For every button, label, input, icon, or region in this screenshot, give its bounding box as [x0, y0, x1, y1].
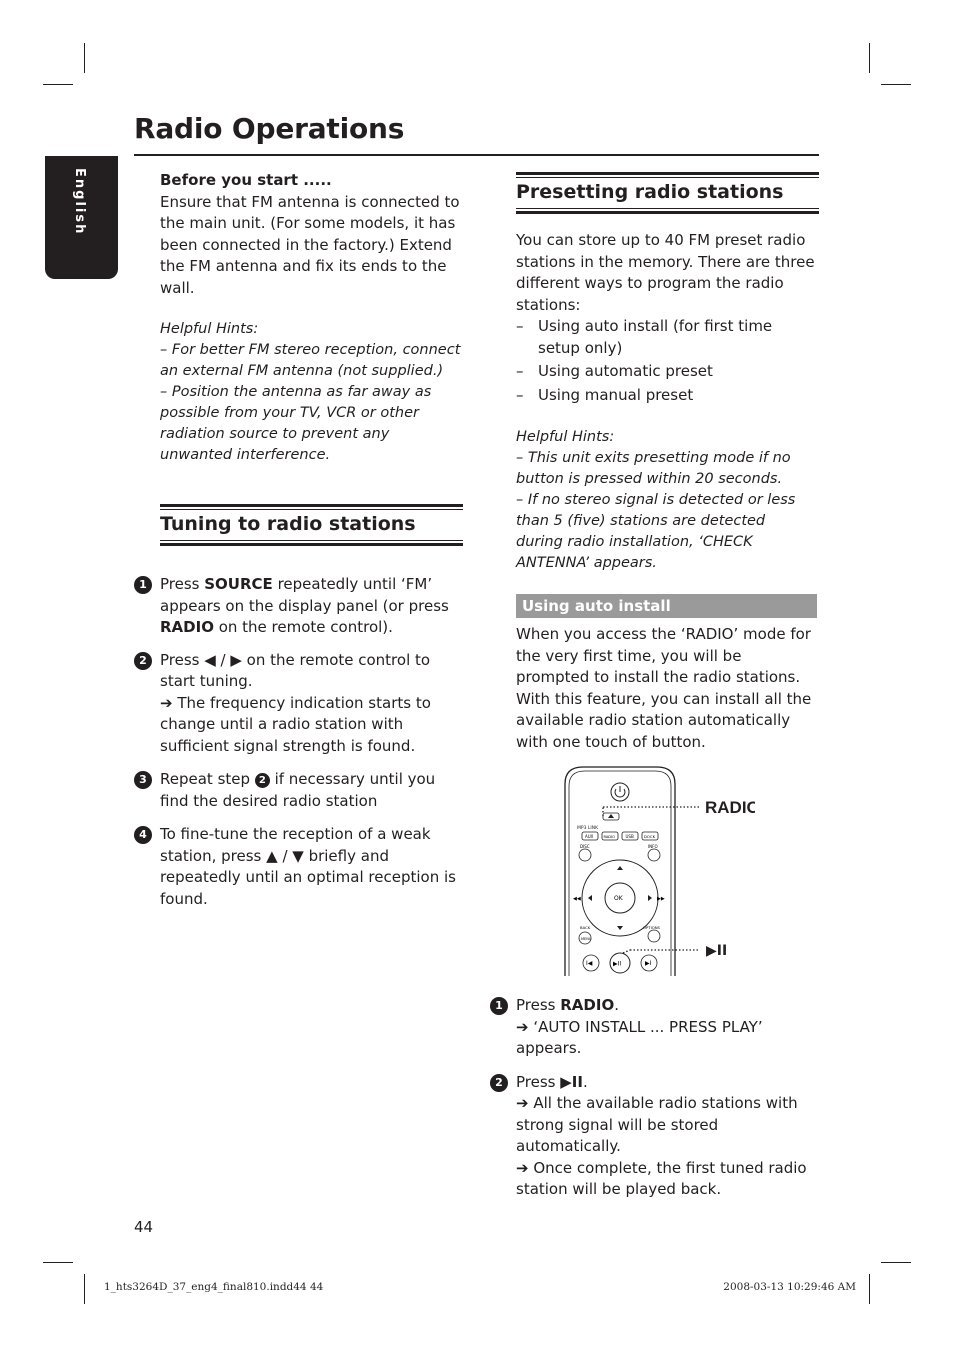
- hint-text: – For better FM stereo reception, connect an external FM antenna (not supplied.): [160, 342, 461, 379]
- step-text: .: [582, 1072, 588, 1091]
- auto-install-steps: [495, 995, 821, 1201]
- label-mp3link: MP3 LINK: [577, 826, 599, 831]
- hints-title: Helpful Hints:: [516, 429, 615, 445]
- hint-text: – This unit exits presetting mode if no button is pressed within 20 seconds.: [516, 450, 791, 487]
- step-number: 1: [490, 997, 508, 1015]
- step-result: ➔ ‘AUTO INSTALL ... PRESS PLAY’ appears.: [516, 1017, 763, 1057]
- svg-text:▶II: ▶II: [613, 960, 622, 968]
- section-heading-text: Presetting radio stations: [516, 181, 784, 203]
- step-number: 2: [134, 652, 152, 670]
- svg-text:◀◀: ◀◀: [573, 896, 581, 902]
- tuning-steps: [139, 574, 465, 910]
- list-item-text: Using auto install (for first time setup only): [538, 317, 773, 357]
- step: [139, 824, 465, 910]
- step: [495, 995, 821, 1060]
- before-title: Before you start .....: [160, 171, 332, 189]
- button-name: ▶II: [560, 1072, 583, 1091]
- step-number: 1: [134, 576, 152, 594]
- list-item-text: Using automatic preset: [538, 362, 713, 380]
- crop-mark: [881, 1262, 911, 1263]
- hint-text: – If no stereo signal is detected or less than 5 (five) stations are detected during radio installation, ‘CHECK ANTENNA’ appears.: [516, 492, 796, 571]
- crop-mark: [881, 84, 911, 85]
- step-text: Press: [516, 1072, 561, 1091]
- label-disc: DISC: [580, 844, 590, 849]
- label-back: BACK: [580, 925, 591, 930]
- btn-aux-label: AUX: [585, 834, 594, 839]
- crop-mark: [869, 1274, 870, 1304]
- auto-install-text: [516, 624, 816, 753]
- step: [495, 1072, 821, 1201]
- step-text: repeatedly until ‘FM’ appears on the display panel (or press: [160, 575, 449, 615]
- list-item: – Using automatic preset: [516, 362, 713, 380]
- step-result: ➔ All the available radio stations with strong signal will be stored automatically.: [516, 1094, 798, 1155]
- crop-mark: [869, 43, 870, 73]
- step-result: ➔ The frequency indication starts to change until a radio station with sufficient signal strength is found.: [160, 693, 431, 755]
- button-name: RADIO: [160, 618, 214, 636]
- step-result: ➔ Once complete, the first tuned radio station will be played back.: [516, 1158, 807, 1198]
- step-text: Press ◀ / ▶ on the remote control to start tuning.: [160, 650, 431, 690]
- remote-control-illustration: [555, 764, 755, 976]
- crop-mark: [43, 1262, 73, 1263]
- language-label: English: [72, 168, 87, 236]
- btn-ok-label: OK: [614, 895, 623, 902]
- list-item: – Using auto install (for first time setup only): [516, 317, 773, 357]
- button-name: SOURCE: [204, 575, 273, 593]
- button-name: RADIO: [560, 996, 615, 1014]
- step-text: .: [614, 996, 619, 1014]
- language-tab: [45, 156, 118, 279]
- crop-mark: [84, 1274, 85, 1304]
- page-number: 44: [134, 1218, 154, 1236]
- list-item: – Using manual preset: [516, 385, 694, 404]
- step-ref: 2: [255, 773, 270, 788]
- svg-text:▶I: ▶I: [645, 960, 652, 967]
- step-text: if necessary until you find the desired radio station: [160, 770, 436, 810]
- label-info: INFO: [648, 844, 658, 849]
- step-text: Press: [160, 575, 205, 593]
- step: [139, 650, 465, 758]
- subheading-auto-install: Using auto install: [516, 594, 817, 618]
- step-number: 3: [134, 771, 152, 789]
- footer-filename: 1_hts3264D_37_eng4_final810.indd44 44: [104, 1281, 324, 1293]
- callout-radio: RADIO: [705, 798, 755, 817]
- step: [139, 769, 465, 812]
- title-rule: [134, 154, 819, 156]
- section-heading-text: Tuning to radio stations: [160, 513, 416, 535]
- auto-install-description: When you access the ‘RADIO’ mode for the very first time, you will be prompted to install the radio stations. With this feature, you can install all the available radio station automatically with one touch of button.: [516, 625, 812, 751]
- btn-radio-label: RADIO: [603, 835, 615, 839]
- section-heading-tuning: [160, 504, 463, 546]
- svg-text:▶▶: ▶▶: [657, 896, 665, 902]
- remote-icon: [555, 764, 755, 976]
- before-text: Ensure that FM antenna is connected to the main unit. (For some models, it has been connected in the factory.) Extend the FM antenna and fix its ends to the wall.: [160, 192, 460, 297]
- hints-title: Helpful Hints:: [160, 321, 259, 337]
- footer-timestamp: 2008-03-13 10:29:46 AM: [723, 1281, 856, 1293]
- label-menu: MENU: [581, 937, 592, 941]
- step-number: 4: [134, 826, 152, 844]
- step-text: To fine-tune the reception of a weak station, press ▲ / ▼ briefly and repeatedly until an optimal reception is found.: [160, 825, 456, 908]
- presetting-body: [516, 230, 816, 574]
- label-options: OPTIONS: [643, 925, 660, 930]
- step-text: Repeat step: [160, 770, 255, 788]
- step-text: Press: [516, 996, 561, 1014]
- crop-mark: [84, 43, 85, 73]
- section-heading-presetting: [516, 172, 819, 214]
- intro-text: You can store up to 40 FM preset radio stations in the memory. There are three different ways to program the radio stations:: [516, 231, 815, 314]
- callout-play-pause: ▶II: [706, 943, 728, 959]
- step-text: on the remote control).: [213, 618, 393, 636]
- left-column: [160, 170, 465, 466]
- hint-text: – Position the antenna as far away as possible from your TV, VCR or other radiation source to prevent any unwanted interference.: [160, 384, 432, 463]
- list-item-text: Using manual preset: [538, 385, 694, 404]
- btn-usb-label: USB: [625, 834, 634, 839]
- svg-text:I◀: I◀: [586, 960, 593, 967]
- crop-mark: [43, 84, 73, 85]
- step-number: 2: [490, 1074, 508, 1092]
- step: [139, 574, 465, 639]
- btn-dock-label: DOCK: [644, 834, 656, 839]
- page-title: Radio Operations: [134, 112, 405, 145]
